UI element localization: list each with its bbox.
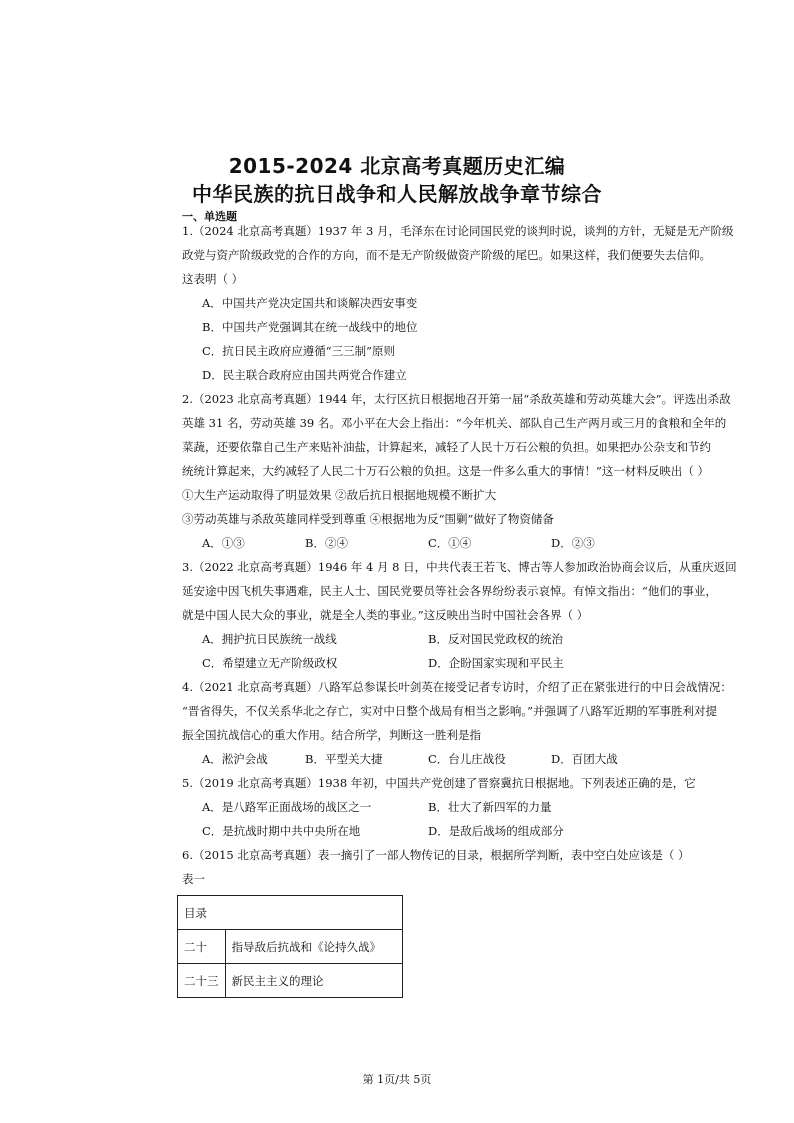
directory-table	[177, 895, 403, 998]
question-4-option-b: B．平型关大捷	[305, 752, 383, 766]
question-1-line-2: 政党与资产阶级政党的合作的方向，而不是无产阶级做资产阶级的尾巴。如果这样，我们便要失去信仰。	[182, 248, 711, 262]
question-2-line-1: 2.（2023 北京高考真题）1944 年，太行区抗日根据地召开第一届“杀敌英雄和劳动英雄大会”。评选出杀敌	[182, 392, 731, 406]
table-cell-chapter: 二十	[178, 930, 226, 964]
question-3-option-d: D．企盼国家实现和平民主	[428, 656, 564, 670]
table-cell-title: 指导敌后抗战和《论持久战》	[225, 930, 403, 964]
question-3-option-c: C．希望建立无产阶级政权	[202, 656, 338, 670]
question-5-option-a: A．是八路军正面战场的战区之一	[202, 800, 372, 814]
question-3-line-1: 3.（2022 北京高考真题）1946 年 4 月 8 日，中共代表王若飞、博古等人参加政治协商会议后，从重庆返回	[182, 560, 737, 574]
page-footer: 第 1页/共 5页	[362, 1073, 432, 1086]
question-5-option-d: D．是敌后战场的组成部分	[428, 824, 564, 838]
question-6-line-1: 6.（2015 北京高考真题）表一摘引了一部人物传记的目录，根据所学判断，表中空白处应该是（ ）	[182, 848, 690, 862]
question-1-option-b: B．中国共产党强调其在统一战线中的地位	[202, 320, 418, 334]
table-cell-chapter: 二十三	[178, 964, 226, 998]
question-4-line-1: 4.（2021 北京高考真题）八路军总参谋长叶剑英在接受记者专访时，介绍了正在紧张进行的中日会战情况：	[182, 680, 732, 694]
question-1-line-1: 1.（2024 北京高考真题）1937 年 3 月，毛泽东在讨论同国民党的谈判时说，谈判的方针，无疑是无产阶级	[182, 224, 734, 238]
question-1-option-a: A．中国共产党决定国共和谈解决西安事变	[202, 296, 418, 310]
question-5-option-b: B．壮大了新四军的力量	[428, 800, 552, 814]
question-2-line-3: 菜蔬，还要依靠自己生产来贴补油盐，计算起来，减轻了人民十万石公粮的负担。如果把办公杂支和节约	[182, 440, 711, 454]
question-2-line-4: 统统计算起来，大约减轻了人民二十万石公粮的负担。这是一件多么重大的事情！”这一材料反映出（ ）	[182, 464, 710, 478]
title-line-1: 2015-2024 北京高考真题历史汇编	[228, 154, 566, 178]
question-3-option-a: A．拥护抗日民族统一战线	[202, 632, 337, 646]
question-5-option-c: C．是抗战时期中共中央所在地	[202, 824, 361, 838]
table-row	[178, 964, 403, 998]
question-5-line-1: 5.（2019 北京高考真题）1938 年初，中国共产党创建了晋察冀抗日根据地。下列表述正确的是，它	[182, 776, 696, 790]
question-2-option-d: D．②③	[551, 536, 595, 550]
table-caption: 表一	[182, 872, 205, 886]
title-line-2: 中华民族的抗日战争和人民解放战争章节综合	[192, 182, 602, 206]
question-3-option-b: B．反对国民党政权的统治	[428, 632, 563, 646]
question-2-option-c: C．①④	[428, 536, 472, 550]
question-4-option-a: A．淞沪会战	[202, 752, 268, 766]
question-3-line-3: 就是中国人民大众的事业，就是全人类的事业。”这反映出当时中国社会各界（ ）	[182, 608, 589, 622]
table-header-cell: 目录	[178, 896, 403, 930]
question-2-line-5: ①大生产运动取得了明显效果 ②敌后抗日根据地规模不断扩大	[182, 488, 497, 502]
question-1-option-d: D．民主联合政府应由国共两党合作建立	[202, 368, 407, 382]
question-3-line-2: 延安途中因飞机失事遇难，民主人士、国民党要员等社会各界纷纷表示哀悼。有悼文指出：“他们的事业，	[182, 584, 717, 598]
question-2-option-b: B．②④	[305, 536, 348, 550]
question-2-line-6: ③劳动英雄与杀敌英雄同样受到尊重 ④根据地为反“围剿”做好了物资储备	[182, 512, 554, 526]
question-2-line-2: 英雄 31 名，劳动英雄 39 名。邓小平在大会上指出：“今年机关、部队自己生产两月或三月的食粮和全年的	[182, 416, 727, 430]
question-4-option-c: C．台儿庄战役	[428, 752, 506, 766]
question-4-line-3: 振全国抗战信心的重大作用。结合所学，判断这一胜利是指	[182, 728, 481, 742]
question-4-line-2: “晋省得失，不仅关系华北之存亡，实对中日整个战局有相当之影响。”并强调了八路军近期的军事胜利对提	[182, 704, 718, 718]
question-4-option-d: D．百团大战	[551, 752, 618, 766]
question-1-option-c: C．抗日民主政府应遵循“三三制”原则	[202, 344, 396, 358]
question-2-option-a: A．①③	[202, 536, 245, 550]
table-header-row	[178, 896, 403, 930]
section-title: 一、单选题	[182, 210, 237, 223]
question-1-line-3: 这表明（ ）	[182, 272, 244, 286]
table-row	[178, 930, 403, 964]
table-cell-title: 新民主主义的理论	[225, 964, 403, 998]
